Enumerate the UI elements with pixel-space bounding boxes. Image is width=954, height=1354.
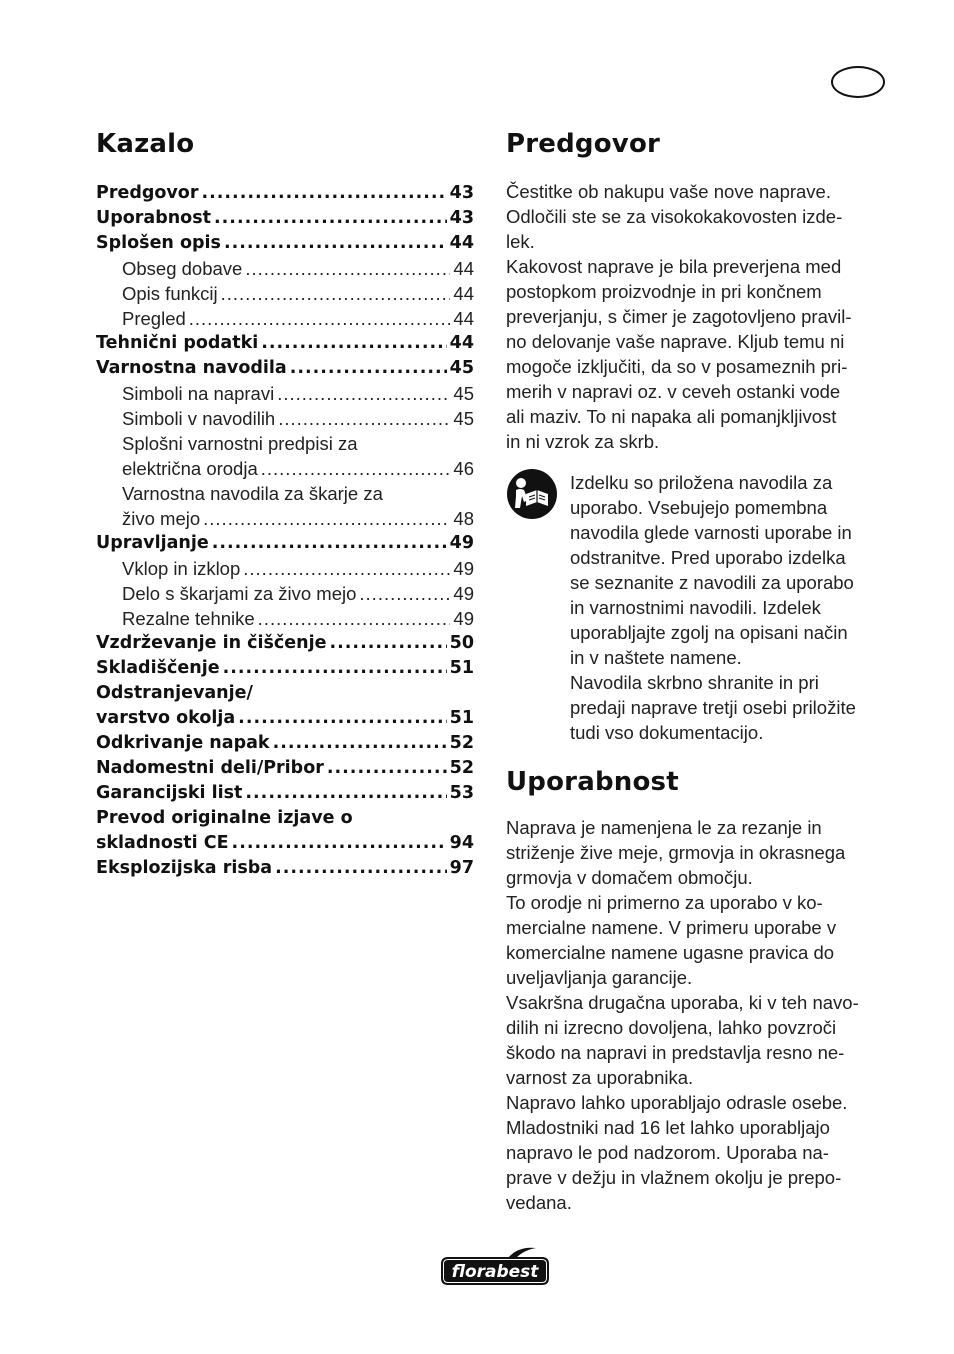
- toc-leader-dots: [273, 731, 447, 756]
- toc-leader-dots: [258, 606, 451, 631]
- text-line: in v naštete namene.: [570, 647, 742, 668]
- toc-page-number: 49: [453, 608, 474, 629]
- toc-entry: [96, 456, 474, 481]
- toc-entry: [96, 531, 474, 556]
- foreword-title: Predgovor: [506, 129, 661, 159]
- toc-title: Kazalo: [96, 129, 195, 159]
- toc-leader-dots: [261, 331, 446, 356]
- toc-leader-dots: [359, 581, 450, 606]
- text-line: tudi vso dokumentacijo.: [570, 722, 764, 743]
- toc-leader-dots: [214, 206, 447, 231]
- toc-list: [96, 181, 474, 881]
- text-line: škodo na napravi in predstavlja resno ne-: [506, 1042, 845, 1063]
- read-manual-icon: [506, 468, 558, 520]
- text-line: uveljavljanja garancije.: [506, 967, 693, 988]
- toc-leader-dots: [243, 556, 450, 581]
- toc-leader-dots: [277, 381, 450, 406]
- toc-leader-dots: [203, 506, 450, 531]
- toc-page-number: 51: [449, 658, 474, 678]
- toc-entry: [96, 706, 474, 731]
- toc-entry: [96, 231, 474, 256]
- text-line: preverjanju, s čimer je zagotovljeno pravil-: [506, 306, 852, 327]
- toc-page-number: 50: [449, 633, 474, 653]
- toc-entry: [96, 606, 474, 631]
- toc-leader-dots: [245, 256, 450, 281]
- logo-text: florabest: [451, 1262, 539, 1282]
- text-line: uporabo. Vsebujejo pomembna: [570, 497, 828, 518]
- toc-leader-dots: [261, 456, 451, 481]
- toc-page-number: 45: [453, 383, 474, 404]
- toc-entry: [96, 656, 474, 681]
- toc-entry: [96, 406, 474, 431]
- toc-page-number: 45: [449, 358, 474, 378]
- main-content: [506, 125, 896, 1215]
- toc-page-number: 48: [453, 508, 474, 529]
- text-line: grmovja v domačem območju.: [506, 867, 753, 888]
- toc-entry: [96, 831, 474, 856]
- toc-entry: [96, 356, 474, 381]
- toc-page-number: 44: [453, 308, 474, 329]
- usage-title: Uporabnost: [506, 767, 679, 797]
- toc-entry: [96, 256, 474, 281]
- text-line: Vsakršna drugačna uporaba, ki v teh navo-: [506, 992, 859, 1013]
- toc-entry-title: Varnostna navodila: [96, 358, 287, 378]
- toc-entry-title: Skladiščenje: [96, 658, 220, 678]
- toc-entry-title: Tehnični podatki: [96, 333, 259, 353]
- toc-leader-dots: [212, 531, 447, 556]
- toc-page-number: 44: [449, 233, 474, 253]
- toc-entry-title: Simboli v navodilih: [122, 408, 276, 429]
- toc-page-number: 51: [449, 708, 474, 728]
- toc-page-number: 44: [453, 258, 474, 279]
- text-line: Čestitke ob nakupu vaše nove naprave.: [506, 181, 831, 202]
- text-line: To orodje ni primerno za uporabo v ko-: [506, 892, 823, 913]
- text-line: Kakovost naprave je bila preverjena med: [506, 256, 842, 277]
- toc-entry: [96, 331, 474, 356]
- toc-entry-title: električna orodja: [122, 458, 258, 479]
- toc-page-number: 97: [449, 858, 474, 878]
- text-line: navodila glede varnosti uporabe in: [570, 522, 852, 543]
- text-line: merih v napravi oz. v ceveh ostanki vode: [506, 381, 841, 402]
- toc-entry: [96, 181, 474, 206]
- table-of-contents: [96, 125, 474, 881]
- toc-page-number: 49: [453, 558, 474, 579]
- toc-entry-title: živo mejo: [122, 508, 201, 529]
- foreword-text: [506, 179, 896, 454]
- language-badge: [831, 66, 885, 98]
- text-line: mogoče izključiti, da so v posameznih pri-: [506, 356, 848, 377]
- toc-leader-dots: [275, 856, 447, 881]
- toc-entry: [96, 731, 474, 756]
- toc-entry-title: Upravljanje: [96, 533, 209, 553]
- text-line: dilih ni izrecno dovoljena, lahko povzroči: [506, 1017, 837, 1038]
- toc-page-number: 45: [453, 408, 474, 429]
- usage-section: [506, 763, 896, 1215]
- toc-entry-title: Obseg dobave: [122, 258, 243, 279]
- text-line: prave v dežju in vlažnem okolju je prepo-: [506, 1167, 842, 1188]
- toc-leader-dots: [238, 706, 446, 731]
- text-line: Odločili ste se za visokokakovosten izde-: [506, 206, 843, 227]
- toc-leader-dots: [223, 656, 447, 681]
- text-line: in varnostnimi navodili. Izdelek: [570, 597, 821, 618]
- toc-page-number: 52: [449, 758, 474, 778]
- toc-leader-dots: [224, 231, 447, 256]
- text-line: komercialne namene ugasne pravica do: [506, 942, 835, 963]
- toc-entry-title: Splošen opis: [96, 233, 221, 253]
- toc-leader-dots: [329, 631, 446, 656]
- toc-leader-dots: [278, 406, 450, 431]
- toc-entry: [96, 381, 474, 406]
- text-line: napravo le pod nadzorom. Uporaba na-: [506, 1142, 829, 1163]
- toc-entry-prefix: Odstranjevanje/: [96, 683, 253, 703]
- toc-entry-prefix: Varnostna navodila za škarje za: [122, 483, 383, 504]
- toc-entry: [96, 581, 474, 606]
- toc-entry-title: Delo s škarjami za živo mejo: [122, 583, 357, 604]
- toc-leader-dots: [290, 356, 447, 381]
- toc-entry-prefix: Splošni varnostni predpisi za: [122, 433, 358, 454]
- toc-entry: [96, 631, 474, 656]
- text-line: predaji naprave tretji osebi priložite: [570, 697, 856, 718]
- text-line: uporabljajte zgolj na opisani način: [570, 622, 848, 643]
- toc-page-number: 94: [449, 833, 474, 853]
- toc-entry-title: Odkrivanje napak: [96, 733, 270, 753]
- toc-entry: [96, 281, 474, 306]
- toc-entry: [96, 556, 474, 581]
- toc-entry-title: Nadomestni deli/Pribor: [96, 758, 324, 778]
- text-line: vedana.: [506, 1192, 572, 1213]
- toc-leader-dots: [232, 831, 447, 856]
- toc-leader-dots: [201, 181, 446, 206]
- toc-entry-title: Simboli na napravi: [122, 383, 275, 404]
- text-line: in ni vzrok za skrb.: [506, 431, 660, 452]
- manual-note: [506, 470, 896, 745]
- florabest-logo: [438, 1244, 552, 1288]
- text-line: Naprava je namenjena le za rezanje in: [506, 817, 822, 838]
- usage-text: [506, 815, 896, 1215]
- toc-entry-title: Pregled: [122, 308, 186, 329]
- toc-entry-title: Uporabnost: [96, 208, 211, 228]
- toc-entry-title: Rezalne tehnike: [122, 608, 255, 629]
- toc-entry-title: Garancijski list: [96, 783, 243, 803]
- manual-note-text: [570, 470, 896, 745]
- toc-page-number: 52: [449, 733, 474, 753]
- toc-page-number: 44: [453, 283, 474, 304]
- toc-page-number: 49: [449, 533, 474, 553]
- toc-leader-dots: [189, 306, 451, 331]
- toc-entry: [96, 781, 474, 806]
- text-line: postopkom proizvodnje in pri končnem: [506, 281, 822, 302]
- toc-page-number: 49: [453, 583, 474, 604]
- toc-entry: [96, 756, 474, 781]
- toc-entry-title: skladnosti CE: [96, 833, 229, 853]
- toc-page-number: 44: [449, 333, 474, 353]
- toc-page-number: 43: [449, 183, 474, 203]
- text-line: Izdelku so priložena navodila za: [570, 472, 833, 493]
- toc-leader-dots: [221, 281, 451, 306]
- text-line: Navodila skrbno shranite in pri: [570, 672, 819, 693]
- text-line: ali maziv. To ni napaka ali pomanjkljivost: [506, 406, 837, 427]
- toc-entry-title: varstvo okolja: [96, 708, 236, 728]
- toc-entry-prefix: Prevod originalne izjave o: [96, 808, 353, 828]
- toc-entry-title: Predgovor: [96, 183, 199, 203]
- text-line: no delovanje vaše naprave. Kljub temu ni: [506, 331, 845, 352]
- toc-entry: [96, 856, 474, 881]
- toc-entry-title: Vzdrževanje in čiščenje: [96, 633, 327, 653]
- toc-entry-title: Opis funkcij: [122, 283, 218, 304]
- text-line: odstranitve. Pred uporabo izdelka: [570, 547, 846, 568]
- toc-entry: [96, 306, 474, 331]
- text-line: lek.: [506, 231, 535, 252]
- toc-page-number: 43: [449, 208, 474, 228]
- toc-leader-dots: [327, 756, 447, 781]
- toc-page-number: 46: [453, 458, 474, 479]
- toc-entry-title: Eksplozijska risba: [96, 858, 273, 878]
- text-line: se seznanite z navodili za uporabo: [570, 572, 854, 593]
- text-line: striženje žive meje, grmovja in okrasnega: [506, 842, 846, 863]
- toc-entry-title: Vklop in izklop: [122, 558, 241, 579]
- text-line: varnost za uporabnika.: [506, 1067, 694, 1088]
- text-line: mercialne namene. V primeru uporabe v: [506, 917, 837, 938]
- toc-page-number: 53: [449, 783, 474, 803]
- toc-leader-dots: [245, 781, 446, 806]
- toc-entry: [96, 506, 474, 531]
- text-line: Napravo lahko uporabljajo odrasle osebe.: [506, 1092, 848, 1113]
- toc-entry: [96, 206, 474, 231]
- text-line: Mladostniki nad 16 let lahko uporabljajo: [506, 1117, 830, 1138]
